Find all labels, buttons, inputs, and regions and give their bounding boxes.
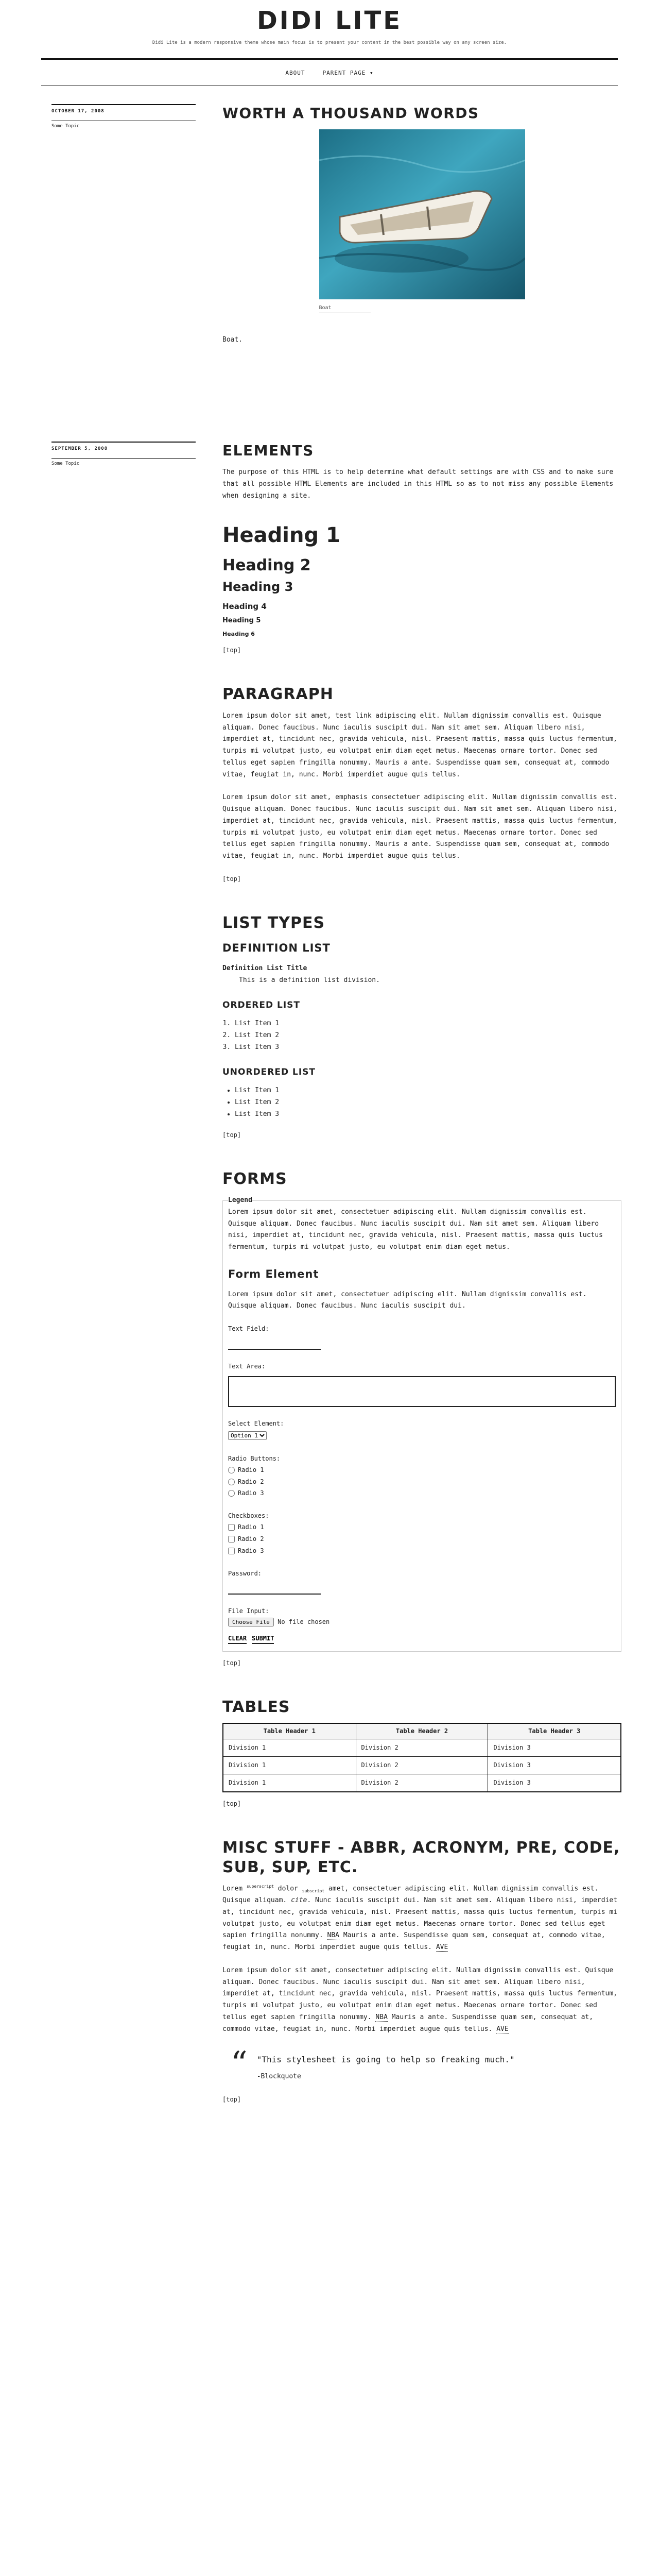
post-title[interactable]: WORTH A THOUSAND WORDS (222, 105, 479, 122)
quote-text: "This stylesheet is going to help so freaking much." (256, 2055, 515, 2065)
choose-file-button[interactable]: Choose File (228, 1618, 274, 1626)
heading-2: Heading 2 (222, 556, 311, 574)
file-input-label: File Input: (228, 1607, 269, 1615)
site-tagline: Didi Lite is a modern responsive theme whose main focus is to present your content in the best possible way on any screen size. (152, 40, 507, 45)
form-paragraph-2: Lorem ipsum dolor sit amet, consectetuer adipiscing elit. Nullam dignissim convallis est. Quisque aliquam. Donec faucibus. Nunc iaculis suscipit dui. (228, 1290, 587, 1310)
paragraph-1: Lorem ipsum dolor sit amet, test link adipiscing elit. Nullam dignissim convallis est. Quisque aliquam. Donec faucibus. Nunc iaculis suscipit dui. Nam sit amet sem. Aliquam libero nisi, imperdiet at, tincidunt nec, gravida vehicula, nisl. Praesent mattis, massa quis luctus fermentum, turpis mi volutpat justo, eu volutpat enim diam eget metus. Maecenas ornare tortor. Donec sed tellus eget sapien fringilla nonummy. Mauris a ante. Suspendisse quam sem, consequat at, commodo vitae, feugiat in, nunc. Morbi imperdiet augue quis tellus. (222, 711, 618, 778)
table-header: Table Header 3 (488, 1723, 621, 1739)
checkbox[interactable] (228, 1524, 235, 1531)
table-row (223, 1739, 621, 1757)
table-cell: Division 1 (223, 1757, 356, 1774)
site-header (0, 0, 659, 86)
text-area-label: Text Area: (228, 1363, 266, 1370)
quote-cite: -Blockquote (256, 2073, 301, 2081)
table-cell: Division 3 (488, 1757, 621, 1774)
checkbox-option[interactable]: Radio 3 (228, 1545, 616, 1557)
boat-photo[interactable] (319, 129, 525, 299)
table-cell: Division 2 (356, 1757, 488, 1774)
checkbox-label: Checkboxes: (228, 1512, 269, 1520)
post-date[interactable]: OCTOBER 17, 2008 (51, 109, 105, 114)
cite: cite (291, 1896, 307, 1905)
heading-6: Heading 6 (222, 631, 255, 638)
radio-option[interactable]: Radio 3 (228, 1487, 616, 1499)
table-cell: Division 1 (223, 1739, 356, 1757)
abbreviation[interactable]: AVE (496, 2025, 509, 2033)
checkbox-option[interactable]: Radio 2 (228, 1533, 616, 1545)
checkbox[interactable] (228, 1548, 235, 1554)
list-item: • List Item 1 (235, 1085, 621, 1097)
form-element-title: Form Element (228, 1267, 319, 1280)
post-figure (319, 129, 525, 314)
section-title-misc: MISC STUFF - ABBR, ACRONYM, PRE, CODE, SUB, SUP, ETC. (222, 1839, 620, 1876)
text-area[interactable] (228, 1376, 616, 1407)
fieldset-legend: Legend (228, 1196, 252, 1205)
abbreviation[interactable]: AVE (436, 1943, 448, 1952)
nav-item-about[interactable]: ABOUT (285, 69, 305, 76)
list-item: • List Item 3 (235, 1109, 621, 1121)
nav-item-parent-page[interactable]: PARENT PAGE ▾ (322, 69, 374, 76)
post-body: Boat. (222, 336, 243, 344)
clear-button[interactable]: CLEAR (228, 1635, 247, 1644)
top-link[interactable]: [top] (222, 647, 241, 654)
top-link[interactable]: [top] (222, 1659, 241, 1667)
post-meta (51, 104, 196, 130)
section-title-paragraph: PARAGRAPH (222, 685, 334, 704)
acronym[interactable]: NBA (327, 1931, 339, 1940)
unordered-list-title: UNORDERED LIST (222, 1066, 316, 1077)
section-title-list-types: LIST TYPES (222, 913, 325, 932)
table-cell: Division 1 (223, 1774, 356, 1792)
form-fieldset (222, 1195, 621, 1652)
heading-1: Heading 1 (222, 523, 340, 547)
definition-term: Definition List Title (222, 964, 307, 973)
post-meta (51, 442, 196, 467)
text-field[interactable] (228, 1338, 321, 1350)
superscript: superscript (246, 1884, 274, 1889)
select-label: Select Element: (228, 1420, 284, 1428)
checkbox[interactable] (228, 1536, 235, 1543)
table-cell: Division 3 (488, 1774, 621, 1792)
definition-list-title: DEFINITION LIST (222, 942, 331, 955)
main-navigation (41, 58, 618, 86)
ordered-list-title: ORDERED LIST (222, 999, 300, 1010)
radio-option[interactable]: Radio 1 (228, 1464, 616, 1476)
intro-paragraph: The purpose of this HTML is to help determine what default settings are with CSS and to make sure that all possible HTML Elements are included in this HTML so as to not miss any possible Elements when designing a site. (222, 468, 614, 500)
site-title[interactable]: DIDI LITE (256, 6, 403, 35)
post-entry (222, 442, 621, 2105)
top-link[interactable]: [top] (222, 2096, 241, 2104)
content-area (0, 86, 659, 2576)
post-date[interactable]: SEPTEMBER 5, 2008 (51, 446, 108, 452)
checkbox-option[interactable]: Radio 1 (228, 1521, 616, 1533)
table-row (223, 1774, 621, 1792)
radio-label: Radio Buttons: (228, 1454, 281, 1462)
misc-paragraph-2: Lorem ipsum dolor sit amet, consectetuer adipiscing elit. Nullam dignissim convallis est. Quisque aliquam. Donec faucibus. Nunc iaculis suscipit dui. Nam sit amet sem. Aliquam libero nisi, imperdiet at, tincidunt nec, gravida vehicula, nisl. Praesent mattis, massa quis luctus fermentum, turpis mi volutpat justo, eu volutpat enim diam eget metus. Maecenas ornare tortor. Donec sed tellus eget sapien fringilla nonummy. NBA Mauris a ante. Suspendisse quam sem, consequat at, commodo vitae, feugiat in, nunc. Morbi imperdiet augue quis tellus. AVE (222, 1966, 618, 2033)
heading-3: Heading 3 (222, 580, 293, 595)
top-link[interactable]: [top] (222, 875, 241, 883)
post-entry (222, 104, 621, 358)
post-category-link[interactable]: Some Topic (51, 458, 196, 468)
table-header: Table Header 1 (223, 1723, 356, 1739)
subscript: subscript (302, 1889, 325, 1894)
data-table (222, 1723, 621, 1792)
file-input (228, 1617, 616, 1628)
radio-button[interactable] (228, 1467, 235, 1473)
definition-description: This is a definition list division. (239, 976, 380, 984)
form-paragraph: Lorem ipsum dolor sit amet, consectetuer adipiscing elit. Nullam dignissim convallis est. Quisque aliquam. Donec faucibus. Nunc iaculis suscipit dui. Nam sit amet sem. Aliquam libero nisi, imperdiet at, tincidunt nec, gravida vehicula, nisl. Praesent mattis, massa quis luctus fermentum, turpis mi volutpat justo, eu volutpat enim diam eget metus. (228, 1208, 603, 1251)
list-item: 2. List Item 2 (235, 1030, 621, 1042)
figure-caption: Boat (319, 303, 371, 313)
section-title-tables: TABLES (222, 1698, 290, 1716)
section-title-forms: FORMS (222, 1170, 287, 1188)
password-field[interactable] (228, 1583, 321, 1595)
post-title[interactable]: ELEMENTS (222, 442, 314, 460)
unordered-list (235, 1085, 621, 1120)
table-cell: Division 2 (356, 1739, 488, 1757)
table-row (223, 1757, 621, 1774)
list-item: 3. List Item 3 (235, 1042, 621, 1054)
heading-5: Heading 5 (222, 617, 261, 625)
top-link[interactable]: [top] (222, 1800, 241, 1808)
table-cell: Division 2 (356, 1774, 488, 1792)
select-element[interactable] (228, 1431, 267, 1440)
password-label: Password: (228, 1569, 262, 1577)
table-cell: Division 3 (488, 1739, 621, 1757)
form-buttons (228, 1635, 616, 1644)
radio-button[interactable] (228, 1490, 235, 1497)
misc-paragraph-1: Lorem $^{superscript}$ dolor $_{subscript}$ amet, consectetuer adipiscing elit. Nullam dignissim convallis est. Quisque aliquam. cite. Nunc iaculis suscipit dui. Nam sit amet sem. Aliquam libero nisi, imperdiet at, tincidunt nec, gravida vehicula, nisl. Praesent mattis, massa quis luctus fermentum, turpis mi volutpat justo, eu volutpat enim diam eget metus. Maecenas ornare tortor. Donec sed tellus eget sapien fringilla nonummy. NBA Mauris a ante. Suspendisse quam sem, consequat at, commodo vitae, feugiat in, nunc. Morbi imperdiet augue quis tellus. AVE (222, 1884, 618, 1952)
list-item: • List Item 2 (235, 1097, 621, 1109)
paragraph-2: Lorem ipsum dolor sit amet, emphasis consectetuer adipiscing elit. Nullam dignissim convallis est. Quisque aliquam. Donec faucibus. Nunc iaculis suscipit dui. Nam sit amet sem. Aliquam libero nisi, imperdiet at, tincidunt nec, gravida vehicula, nisl. Praesent mattis, massa quis luctus fermentum, turpis mi volutpat justo, eu volutpat enim diam eget metus. Maecenas ornare tortor. Donec sed tellus eget sapien fringilla nonummy. Mauris a ante. Suspendisse quam sem, consequat at, commodo vitae, feugiat in, nunc. Morbi imperdiet augue quis tellus. (222, 793, 618, 860)
blockquote (231, 2045, 621, 2083)
definition-list (222, 963, 621, 987)
quote-mark-icon: “ (231, 2045, 248, 2083)
post-category-link[interactable]: Some Topic (51, 121, 196, 130)
acronym[interactable]: NBA (375, 2013, 388, 2021)
radio-option[interactable]: Radio 2 (228, 1476, 616, 1488)
table-header: Table Header 2 (356, 1723, 488, 1739)
submit-button[interactable]: SUBMIT (252, 1635, 274, 1644)
radio-button[interactable] (228, 1479, 235, 1485)
file-status: No file chosen (278, 1618, 330, 1625)
list-item: 1. List Item 1 (235, 1018, 621, 1030)
top-link[interactable]: [top] (222, 1131, 241, 1139)
text-field-label: Text Field: (228, 1325, 269, 1333)
ordered-list (235, 1018, 621, 1053)
heading-4: Heading 4 (222, 602, 267, 612)
